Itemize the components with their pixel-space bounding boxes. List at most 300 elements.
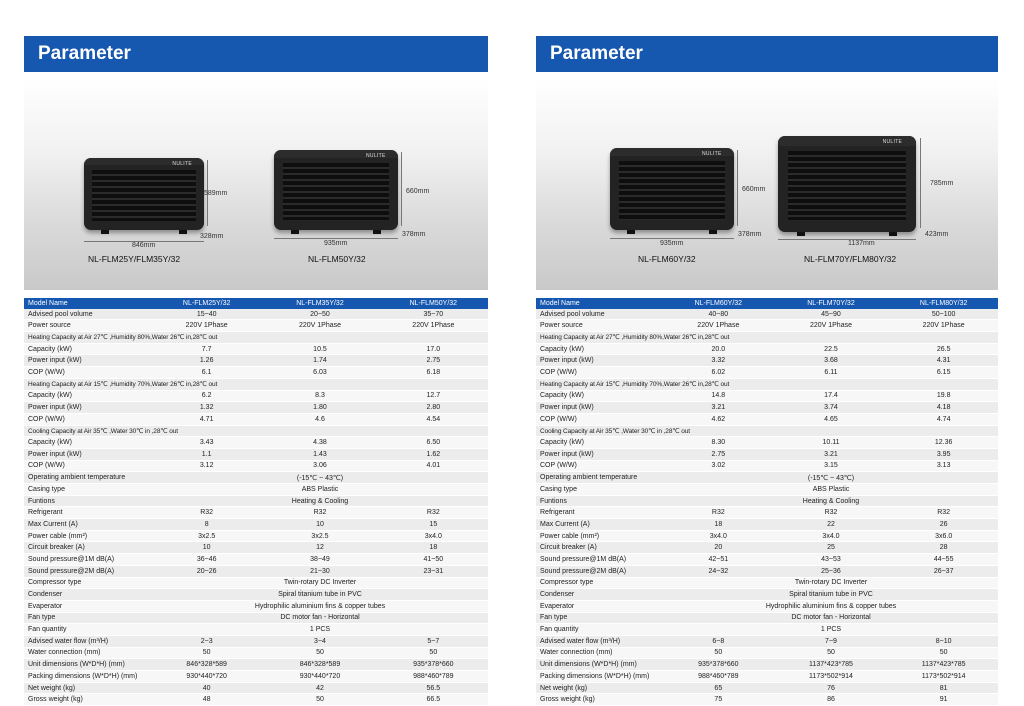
table-cell: 50 <box>148 647 261 659</box>
table-cell: 36~46 <box>148 554 261 566</box>
table-cell: 17.0 <box>375 343 488 355</box>
table-row <box>24 612 488 624</box>
table-cell: 10 <box>148 542 261 554</box>
table-cell: 21~30 <box>261 565 374 577</box>
row-label: Power input (kW) <box>536 355 660 367</box>
table-cell: R32 <box>885 507 998 519</box>
row-label: COP (W/W) <box>536 413 660 425</box>
table-row <box>536 402 998 414</box>
heat-pump-unit-image <box>778 136 916 232</box>
table-row <box>24 589 488 601</box>
row-label: Condenser <box>536 589 660 601</box>
table-row <box>24 624 488 636</box>
table-cell: 45~90 <box>773 309 886 320</box>
table-cell: 220V 1Phase <box>660 320 773 332</box>
table-cell: 75 <box>660 694 773 706</box>
column-header: NL-FLM70Y/32 <box>773 298 886 309</box>
table-row <box>24 530 488 542</box>
row-label: Casing type <box>24 484 148 496</box>
table-row <box>536 367 998 379</box>
row-label: Circuit breaker (A) <box>24 542 148 554</box>
table-cell: 20.0 <box>660 343 773 355</box>
table-cell: R32 <box>375 507 488 519</box>
product-photo <box>24 78 488 290</box>
row-label: Operating ambient temperature <box>536 472 660 484</box>
table-row <box>24 647 488 659</box>
row-label: Power input (kW) <box>536 402 660 414</box>
spec-table <box>536 298 998 706</box>
table-cell: 18 <box>375 542 488 554</box>
row-label: Sound pressure@2M dB(A) <box>24 565 148 577</box>
table-cell: 15 <box>375 519 488 531</box>
table-cell: 40~80 <box>660 309 773 320</box>
table-cell: R32 <box>148 507 261 519</box>
table-cell: 4.31 <box>885 355 998 367</box>
table-cell: 3.02 <box>660 460 773 472</box>
table-row <box>536 565 998 577</box>
table-cell: 988*460*789 <box>375 671 488 683</box>
column-header: NL-FLM50Y/32 <box>375 298 488 309</box>
row-label: Sound pressure@2M dB(A) <box>536 565 660 577</box>
table-row <box>24 682 488 694</box>
column-header: Model Name <box>24 298 148 309</box>
row-label: Capacity (kW) <box>536 437 660 449</box>
row-label: COP (W/W) <box>536 460 660 472</box>
unit-model-label: NL-FLM60Y/32 <box>638 254 696 264</box>
table-cell: 1137*423*785 <box>773 659 886 671</box>
row-label: Water connection (mm) <box>24 647 148 659</box>
table-row <box>24 343 488 355</box>
heat-pump-unit-image <box>84 158 204 230</box>
spec-table-header <box>24 298 488 309</box>
table-row <box>24 519 488 531</box>
table-cell: 3.06 <box>261 460 374 472</box>
unit-height-dimension: 785mm <box>930 180 954 187</box>
row-label: Capacity (kW) <box>24 437 148 449</box>
table-cell: 26 <box>885 519 998 531</box>
row-label: Refrigerant <box>24 507 148 519</box>
table-cell: 12.36 <box>885 437 998 449</box>
table-cell: 1.43 <box>261 448 374 460</box>
table-cell: ABS Plastic <box>148 484 488 496</box>
table-cell: ABS Plastic <box>660 484 998 496</box>
heat-pump-unit-image <box>274 150 398 230</box>
brand-logo: NULITE <box>366 152 386 159</box>
table-cell: 6.03 <box>261 367 374 379</box>
table-cell: 935*378*660 <box>660 659 773 671</box>
table-cell: 10 <box>261 519 374 531</box>
table-cell: 4.65 <box>773 413 886 425</box>
table-cell: 846*328*589 <box>148 659 261 671</box>
table-cell: 25~36 <box>773 565 886 577</box>
table-row <box>536 577 998 589</box>
table-cell: 6.2 <box>148 390 261 402</box>
table-row <box>536 542 998 554</box>
table-row <box>24 671 488 683</box>
table-cell: 65 <box>660 682 773 694</box>
unit-width-dimension: 935mm <box>660 240 684 247</box>
row-label: Gross weight (kg) <box>24 694 148 706</box>
table-row <box>536 472 998 484</box>
table-cell: 4.74 <box>885 413 998 425</box>
table-cell: (-15℃ ~ 43℃) <box>148 472 488 484</box>
table-cell: 3.32 <box>660 355 773 367</box>
brand-logo: NULITE <box>702 150 722 157</box>
table-cell: 220V 1Phase <box>148 320 261 332</box>
table-cell: 42~51 <box>660 554 773 566</box>
table-cell: 44~55 <box>885 554 998 566</box>
table-cell: DC motor fan - Horizontal <box>148 612 488 624</box>
table-cell: 41~50 <box>375 554 488 566</box>
table-cell: 7~9 <box>773 635 886 647</box>
table-cell: 50 <box>375 647 488 659</box>
table-cell: 4.6 <box>261 413 374 425</box>
table-cell: 50 <box>261 694 374 706</box>
table-cell: 26.5 <box>885 343 998 355</box>
table-cell: Hydrophilic aluminium fins & copper tubes <box>148 600 488 612</box>
row-label: Compressor type <box>24 577 148 589</box>
row-label: Sound pressure@1M dB(A) <box>536 554 660 566</box>
table-row <box>536 495 998 507</box>
table-row <box>536 589 998 601</box>
section-heading: Heating Capacity at Air 15℃ ,Humidity 70%,Water 26℃ in,28℃ out <box>24 378 488 390</box>
table-cell: 220V 1Phase <box>885 320 998 332</box>
table-cell: 76 <box>773 682 886 694</box>
table-cell: 3x4.0 <box>375 530 488 542</box>
table-row <box>24 565 488 577</box>
section-heading: Heating Capacity at Air 27℃ ,Humidity 80%,Water 26℃ in,28℃ out <box>24 332 488 344</box>
table-row <box>24 437 488 449</box>
row-label: Evaperator <box>24 600 148 612</box>
table-cell: 1137*423*785 <box>885 659 998 671</box>
table-cell: 28 <box>885 542 998 554</box>
table-cell: 50 <box>660 647 773 659</box>
table-section-row <box>536 332 998 344</box>
row-label: Power input (kW) <box>24 448 148 460</box>
table-cell: 8 <box>148 519 261 531</box>
table-row <box>536 320 998 332</box>
table-row <box>24 542 488 554</box>
table-cell: 86 <box>773 694 886 706</box>
table-cell: 2~3 <box>148 635 261 647</box>
column-header: NL-FLM25Y/32 <box>148 298 261 309</box>
row-label: Fan type <box>24 612 148 624</box>
unit-depth-dimension: 423mm <box>925 231 949 238</box>
table-cell: 50 <box>773 647 886 659</box>
table-row <box>24 694 488 706</box>
table-row <box>536 659 998 671</box>
table-row <box>24 413 488 425</box>
table-cell: 220V 1Phase <box>375 320 488 332</box>
column-header: Model Name <box>536 298 660 309</box>
table-cell: 6.02 <box>660 367 773 379</box>
row-label: Advised water flow (m³/H) <box>536 635 660 647</box>
table-cell: 22 <box>773 519 886 531</box>
table-cell: 14.8 <box>660 390 773 402</box>
table-row <box>24 355 488 367</box>
table-cell: 1.26 <box>148 355 261 367</box>
row-label: Power input (kW) <box>24 355 148 367</box>
row-label: Capacity (kW) <box>536 343 660 355</box>
table-cell: 42 <box>261 682 374 694</box>
table-cell: 24~32 <box>660 565 773 577</box>
table-cell: 1173*502*914 <box>773 671 886 683</box>
unit-depth-dimension: 378mm <box>402 231 426 238</box>
row-label: Sound pressure@1M dB(A) <box>24 554 148 566</box>
table-row <box>24 460 488 472</box>
table-row <box>536 343 998 355</box>
unit-model-label: NL-FLM25Y/FLM35Y/32 <box>88 254 181 264</box>
table-cell: Heating & Cooling <box>148 495 488 507</box>
table-cell: 3.15 <box>773 460 886 472</box>
spec-table-header <box>536 298 998 309</box>
table-cell: 10.5 <box>261 343 374 355</box>
column-header: NL-FLM35Y/32 <box>261 298 374 309</box>
row-label: Advised pool volume <box>24 309 148 320</box>
spec-table <box>24 298 488 706</box>
unit-depth-dimension: 378mm <box>738 231 762 238</box>
table-row <box>24 390 488 402</box>
table-cell: 930*440*720 <box>261 671 374 683</box>
table-row <box>24 448 488 460</box>
row-label: Fan type <box>536 612 660 624</box>
row-label: Power cable (mm²) <box>536 530 660 542</box>
table-row <box>536 507 998 519</box>
table-cell: R32 <box>660 507 773 519</box>
table-row <box>536 635 998 647</box>
table-row <box>24 659 488 671</box>
table-cell: 10.11 <box>773 437 886 449</box>
table-cell: 3x2.5 <box>261 530 374 542</box>
table-cell: 3.21 <box>773 448 886 460</box>
table-row <box>24 320 488 332</box>
row-label: Power source <box>536 320 660 332</box>
table-row <box>536 624 998 636</box>
table-row <box>536 437 998 449</box>
table-cell: 50 <box>885 647 998 659</box>
table-cell: 50 <box>261 647 374 659</box>
table-row <box>536 460 998 472</box>
table-cell: 3.43 <box>148 437 261 449</box>
table-cell: 1.32 <box>148 402 261 414</box>
table-cell: 3x2.5 <box>148 530 261 542</box>
table-section-row <box>536 378 998 390</box>
table-cell: 40 <box>148 682 261 694</box>
table-row <box>536 390 998 402</box>
row-label: Water connection (mm) <box>536 647 660 659</box>
row-label: Power input (kW) <box>24 402 148 414</box>
table-cell: 6.11 <box>773 367 886 379</box>
table-cell: 2.75 <box>660 448 773 460</box>
row-label: Funtions <box>536 495 660 507</box>
table-cell: 6.18 <box>375 367 488 379</box>
row-label: Packing dimensions (W*D*H) (mm) <box>24 671 148 683</box>
product-photo <box>536 78 998 290</box>
row-label: Net weight (kg) <box>24 682 148 694</box>
table-cell: 6.1 <box>148 367 261 379</box>
column-header: NL-FLM60Y/32 <box>660 298 773 309</box>
table-cell: 4.18 <box>885 402 998 414</box>
table-cell: Hydrophilic aluminium fins & copper tubes <box>660 600 998 612</box>
table-cell: 4.01 <box>375 460 488 472</box>
table-cell: 2.75 <box>375 355 488 367</box>
table-cell: 3.95 <box>885 448 998 460</box>
section-heading: Cooling Capacity at Air 35℃ ,Water 30℃ in ,28℃ out <box>536 425 998 437</box>
panel-title: Parameter <box>24 36 488 72</box>
brand-logo: NULITE <box>882 139 903 146</box>
table-cell: 17.4 <box>773 390 886 402</box>
row-label: Unit dimensions (W*D*H) (mm) <box>24 659 148 671</box>
table-row <box>536 309 998 320</box>
parameter-panel-right <box>536 36 998 706</box>
table-row <box>536 484 998 496</box>
row-label: Funtions <box>24 495 148 507</box>
table-cell: 48 <box>148 694 261 706</box>
table-cell: 3.74 <box>773 402 886 414</box>
table-row <box>24 600 488 612</box>
row-label: Casing type <box>536 484 660 496</box>
table-cell: (-15℃ ~ 43℃) <box>660 472 998 484</box>
heat-pump-unit-image <box>610 148 734 230</box>
table-cell: 3x4.0 <box>660 530 773 542</box>
table-row <box>536 554 998 566</box>
table-cell: 1173*502*914 <box>885 671 998 683</box>
table-cell: 18 <box>660 519 773 531</box>
table-cell: 19.8 <box>885 390 998 402</box>
table-cell: 38~49 <box>261 554 374 566</box>
table-row <box>536 647 998 659</box>
table-cell: 4.62 <box>660 413 773 425</box>
table-section-row <box>24 425 488 437</box>
table-row <box>536 413 998 425</box>
row-label: Max Current (A) <box>24 519 148 531</box>
row-label: Evaperator <box>536 600 660 612</box>
table-row <box>536 612 998 624</box>
table-cell: 7.7 <box>148 343 261 355</box>
row-label: Refrigerant <box>536 507 660 519</box>
unit-model-label: NL-FLM70Y/FLM80Y/32 <box>804 254 897 264</box>
row-label: Condenser <box>24 589 148 601</box>
table-cell: Twin-rotary DC Inverter <box>148 577 488 589</box>
table-cell: Spiral titanium tube in PVC <box>148 589 488 601</box>
panel-title: Parameter <box>536 36 998 72</box>
table-cell: 50~100 <box>885 309 998 320</box>
table-row <box>536 694 998 706</box>
table-row <box>24 472 488 484</box>
section-heading: Heating Capacity at Air 27℃ ,Humidity 80%,Water 26℃ in,28℃ out <box>536 332 998 344</box>
table-section-row <box>24 378 488 390</box>
row-label: Packing dimensions (W*D*H) (mm) <box>536 671 660 683</box>
table-row <box>24 577 488 589</box>
table-cell: 25 <box>773 542 886 554</box>
table-cell: 20~26 <box>148 565 261 577</box>
row-label: Fan quantity <box>536 624 660 636</box>
table-cell: 220V 1Phase <box>773 320 886 332</box>
table-cell: 220V 1Phase <box>261 320 374 332</box>
table-cell: 1 PCS <box>148 624 488 636</box>
table-row <box>536 519 998 531</box>
unit-width-dimension: 935mm <box>324 240 348 247</box>
table-cell: 3x6.0 <box>885 530 998 542</box>
unit-height-dimension: 660mm <box>742 186 766 193</box>
table-cell: 66.5 <box>375 694 488 706</box>
row-label: Power cable (mm²) <box>24 530 148 542</box>
table-cell: 12.7 <box>375 390 488 402</box>
table-cell: 12 <box>261 542 374 554</box>
row-label: Operating ambient temperature <box>24 472 148 484</box>
table-cell: 6.50 <box>375 437 488 449</box>
row-label: Advised pool volume <box>536 309 660 320</box>
row-label: Fan quantity <box>24 624 148 636</box>
table-row <box>536 448 998 460</box>
row-label: Power source <box>24 320 148 332</box>
table-cell: 846*328*589 <box>261 659 374 671</box>
table-cell: 935*378*660 <box>375 659 488 671</box>
table-row <box>24 367 488 379</box>
row-label: Compressor type <box>536 577 660 589</box>
table-cell: 4.71 <box>148 413 261 425</box>
table-row <box>536 682 998 694</box>
table-cell: 56.5 <box>375 682 488 694</box>
row-label: COP (W/W) <box>536 367 660 379</box>
table-cell: 15~40 <box>148 309 261 320</box>
row-label: Gross weight (kg) <box>536 694 660 706</box>
unit-width-dimension: 1137mm <box>848 240 875 247</box>
table-cell: 5~7 <box>375 635 488 647</box>
table-row <box>24 635 488 647</box>
table-cell: 930*440*720 <box>148 671 261 683</box>
table-row <box>24 495 488 507</box>
column-header: NL-FLM80Y/32 <box>885 298 998 309</box>
table-cell: 20~50 <box>261 309 374 320</box>
table-section-row <box>24 332 488 344</box>
table-cell: 23~31 <box>375 565 488 577</box>
row-label: Net weight (kg) <box>536 682 660 694</box>
table-row <box>536 530 998 542</box>
table-cell: 8~10 <box>885 635 998 647</box>
row-label: Unit dimensions (W*D*H) (mm) <box>536 659 660 671</box>
table-cell: 4.54 <box>375 413 488 425</box>
brand-logo: NULITE <box>172 160 192 167</box>
table-cell: 3.68 <box>773 355 886 367</box>
table-cell: R32 <box>773 507 886 519</box>
table-cell: 91 <box>885 694 998 706</box>
table-row <box>24 402 488 414</box>
table-row <box>536 355 998 367</box>
table-cell: 6~8 <box>660 635 773 647</box>
table-row <box>24 554 488 566</box>
row-label: COP (W/W) <box>24 367 148 379</box>
table-cell: 1.1 <box>148 448 261 460</box>
table-cell: Heating & Cooling <box>660 495 998 507</box>
table-row <box>536 671 998 683</box>
table-cell: 1 PCS <box>660 624 998 636</box>
section-heading: Cooling Capacity at Air 35℃ ,Water 30℃ in ,28℃ out <box>24 425 488 437</box>
row-label: Power input (kW) <box>536 448 660 460</box>
table-cell: 3.13 <box>885 460 998 472</box>
table-cell: 35~70 <box>375 309 488 320</box>
table-cell: Spiral titanium tube in PVC <box>660 589 998 601</box>
table-row <box>24 484 488 496</box>
table-cell: 6.15 <box>885 367 998 379</box>
table-cell: 1.62 <box>375 448 488 460</box>
table-cell: 2.80 <box>375 402 488 414</box>
table-row <box>24 507 488 519</box>
unit-model-label: NL-FLM50Y/32 <box>308 254 366 264</box>
table-cell: 3.21 <box>660 402 773 414</box>
table-cell: 3~4 <box>261 635 374 647</box>
table-cell: 988*460*789 <box>660 671 773 683</box>
